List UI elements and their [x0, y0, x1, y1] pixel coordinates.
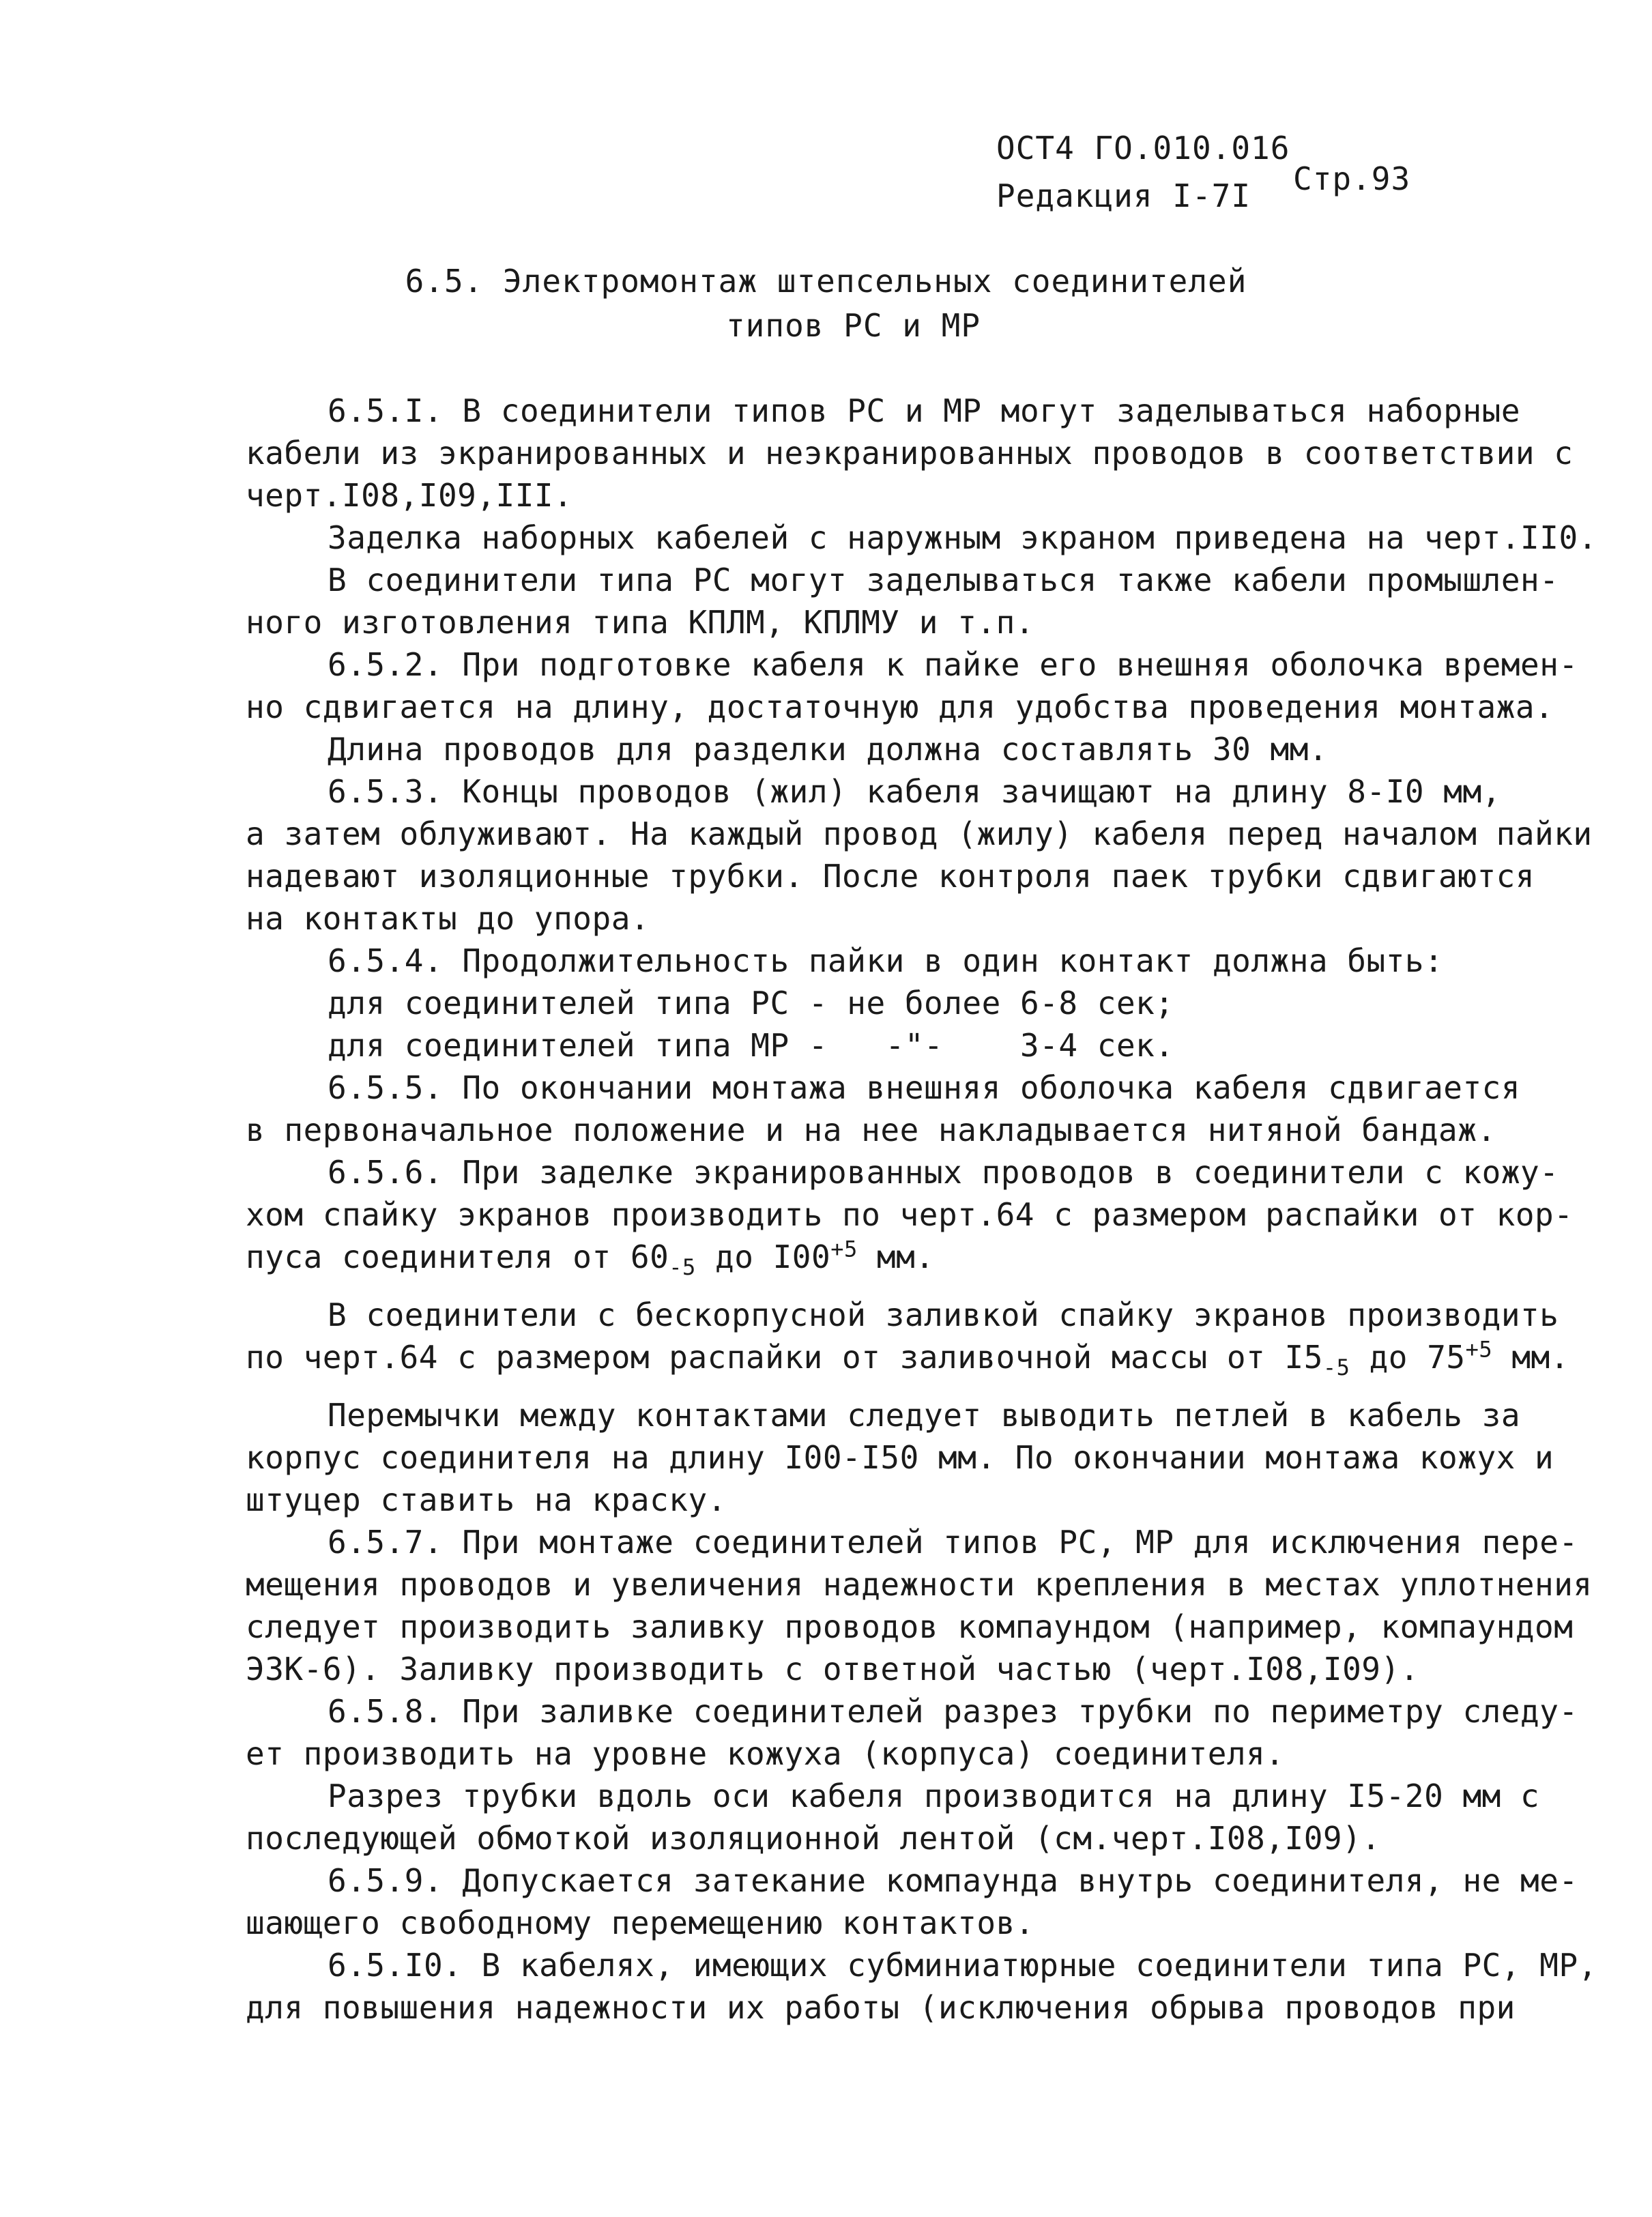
text-line: 6.5.2. При подготовке кабеля к пайке его внешняя оболочка времен-	[328, 646, 1578, 683]
text-line: но сдвигается на длину, достаточную для удобства проведения монтажа.	[246, 689, 1554, 725]
section-title: 6.5. Электромонтаж штепсельных соединителей	[405, 263, 1247, 300]
text-line: 6.5.8. При заливке соединителей разрез трубки по периметру следу-	[328, 1693, 1578, 1730]
text-line: последующей обмоткой изоляционной лентой (см.черт.I08,I09).	[246, 1820, 1381, 1857]
text-line: 6.5.9. Допускается затекание компаунда внутрь соединителя, не ме-	[328, 1862, 1578, 1899]
text-line: 6.5.I0. В кабелях, имеющих субминиатюрные соединители типа РС, МР,	[328, 1947, 1597, 1984]
text-line: 6.5.7. При монтаже соединителей типов РС, МР для исключения пере-	[328, 1524, 1578, 1561]
tolerance-subscript: -5	[1322, 1354, 1350, 1381]
text-line: следует производить заливку проводов компаундом (например, компаундом	[246, 1608, 1574, 1645]
text-line: Перемычки между контактами следует выводить петлей в кабель за	[328, 1397, 1521, 1434]
text-segment: до 75	[1350, 1339, 1466, 1376]
text-line: на контакты до упора.	[246, 900, 650, 937]
text-line: 6.5.3. Концы проводов (жил) кабеля зачищают на длину 8-I0 мм,	[328, 773, 1501, 810]
text-line: для соединителей типа РС - не более 6-8 сек;	[328, 985, 1174, 1021]
text-line: 6.5.I. В соединители типов РС и МР могут заделываться наборные	[328, 392, 1521, 429]
text-line: штуцер ставить на краску.	[246, 1481, 727, 1518]
text-line: 6.5.4. Продолжительность пайки в один контакт должна быть:	[328, 942, 1444, 979]
text-line: 6.5.6. При заделке экранированных проводов в соединители с кожу-	[328, 1154, 1559, 1191]
text-line: надевают изоляционные трубки. После контроля паек трубки сдвигаются	[246, 858, 1535, 895]
text-line: Длина проводов для разделки должна составлять 30 мм.	[328, 731, 1329, 768]
text-segment: мм.	[857, 1238, 935, 1275]
tolerance-subscript: -5	[669, 1254, 696, 1281]
text-line: корпус соединителя на длину I00-I50 мм. По окончании монтажа кожух и	[246, 1439, 1554, 1476]
text-line: для повышения надежности их работы (исключения обрыва проводов при	[246, 1989, 1516, 2026]
text-line-with-tolerances	[246, 1336, 1569, 1381]
text-segment: по черт.64 с размером распайки от заливочной массы от I5	[246, 1339, 1323, 1376]
text-line: мещения проводов и увеличения надежности крепления в местах уплотнения	[246, 1566, 1593, 1603]
text-line: ет производить на уровне кожуха (корпуса) соединителя.	[246, 1735, 1285, 1772]
text-line: черт.I08,I09,III.	[246, 477, 573, 514]
text-line-with-tolerances	[246, 1236, 935, 1281]
text-line: ЭЗК-6). Заливку производить с ответной частью (черт.I08,I09).	[246, 1651, 1419, 1687]
text-segment: пуса соединителя от 60	[246, 1238, 669, 1275]
text-line: в первоначальное положение и на нее накладывается нитяной бандаж.	[246, 1112, 1496, 1148]
text-line: В соединители с бескорпусной заливкой спайку экранов производить	[328, 1296, 1559, 1333]
text-line: а затем облуживают. На каждый провод (жилу) кабеля перед началом пайки	[246, 815, 1593, 852]
text-line: В соединители типа РС могут заделываться также кабели промышлен-	[328, 562, 1559, 598]
tolerance-superscript: +5	[1465, 1336, 1493, 1363]
text-segment: мм.	[1492, 1339, 1569, 1376]
section-subtitle: типов РС и МР	[725, 307, 981, 344]
text-line: для соединителей типа МР - -"- 3-4 сек.	[328, 1027, 1174, 1064]
text-line: ного изготовления типа КПЛМ, КПЛМУ и т.п.	[246, 604, 1034, 641]
revision: Редакция I-7I	[996, 177, 1251, 214]
doc-code: ОСТ4 ГО.010.016	[996, 130, 1290, 166]
text-line: шающего свободному перемещению контактов.	[246, 1904, 1034, 1941]
text-line: Заделка наборных кабелей с наружным экраном приведена на черт.II0.	[328, 519, 1597, 556]
text-line: Разрез трубки вдоль оси кабеля производится на длину I5-20 мм с	[328, 1778, 1540, 1814]
text-line: 6.5.5. По окончании монтажа внешняя оболочка кабеля сдвигается	[328, 1069, 1521, 1106]
tolerance-superscript: +5	[830, 1236, 858, 1262]
text-line: кабели из экранированных и неэкранированных проводов в соответствии с	[246, 435, 1574, 472]
page-number: Стр.93	[1293, 160, 1411, 197]
text-segment: до I00	[695, 1238, 831, 1275]
text-line: хом спайку экранов производить по черт.64 с размером распайки от кор-	[246, 1196, 1574, 1233]
